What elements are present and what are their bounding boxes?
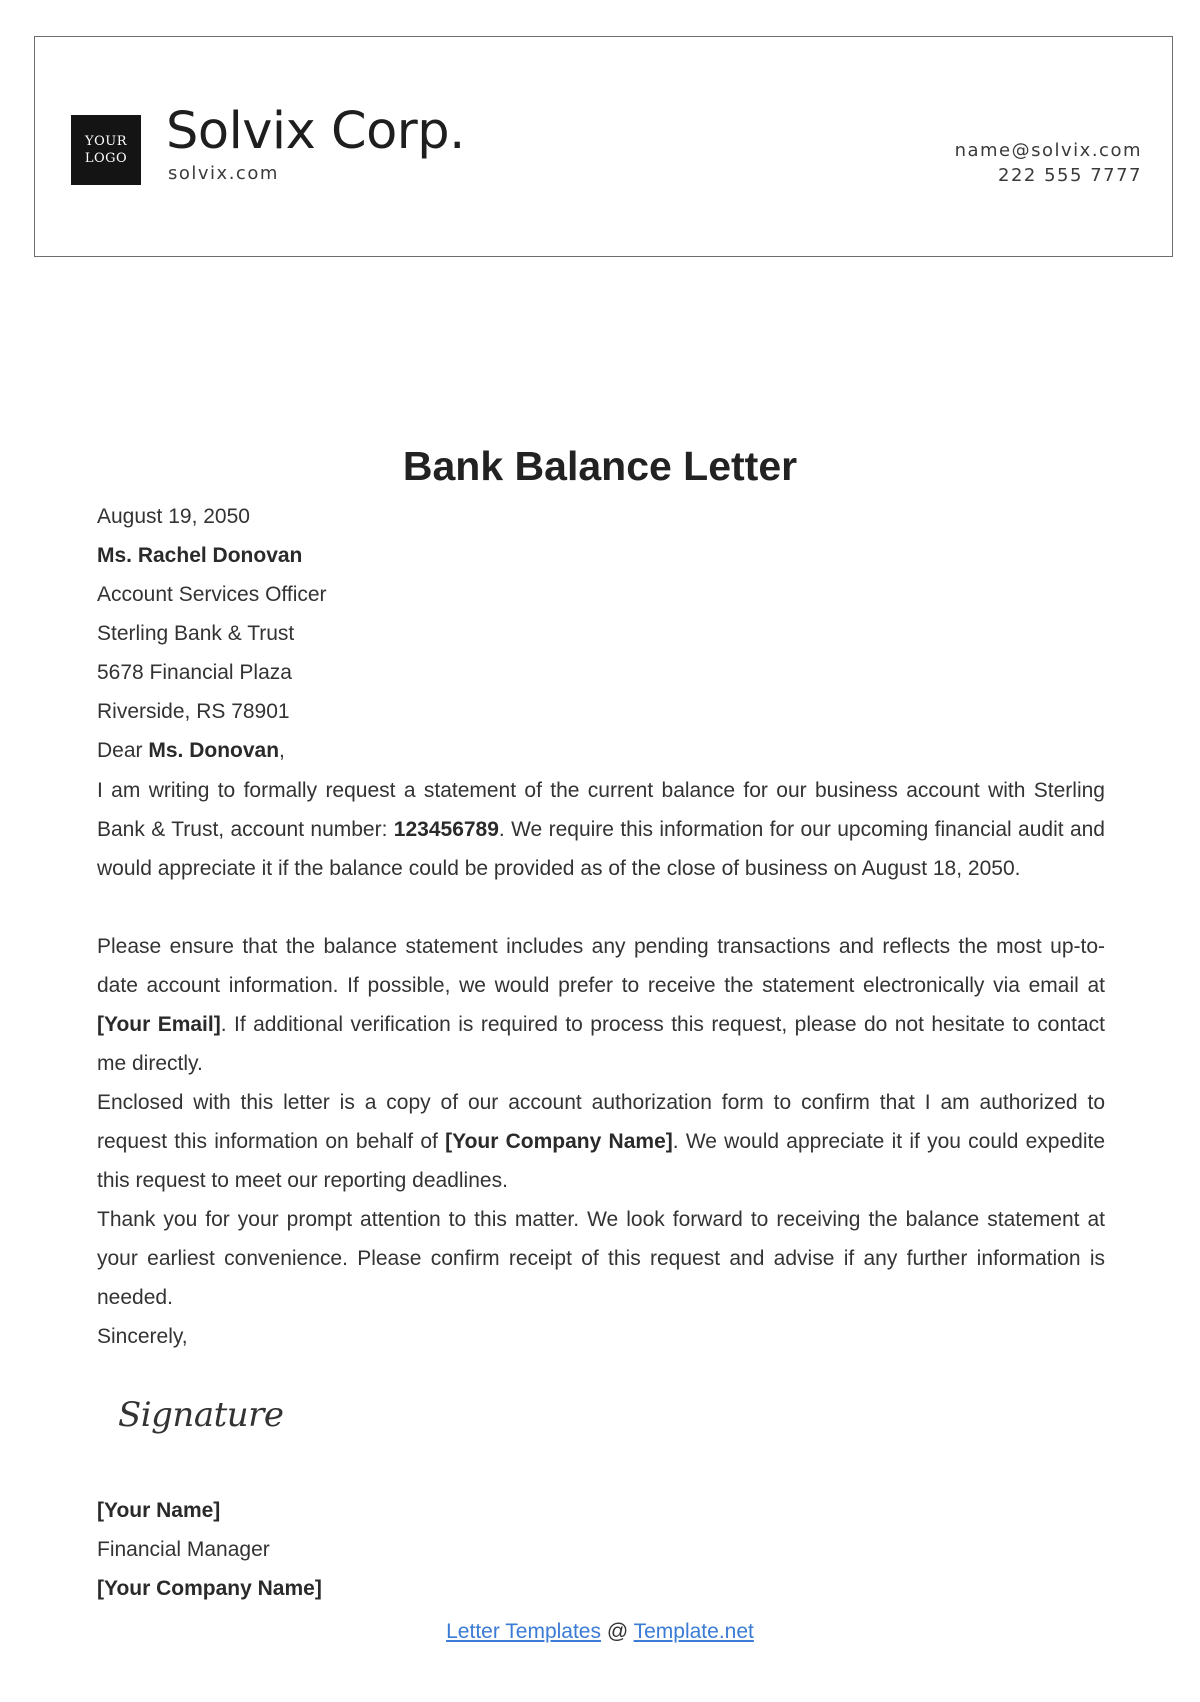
paragraph-3-text-a: Enclosed with this letter is a copy of our account authorization form to confirm that I am authorized to request this information on behalf of bbox=[97, 1091, 1105, 1153]
paragraph-1-text-b: . We require this information for our upcoming financial audit and would appreciate it if the balance could be provided as of the close of business on August 18, 2050. bbox=[97, 818, 1105, 880]
contact-email: name@solvix.com bbox=[954, 140, 1142, 161]
recipient-city: Riverside, RS 78901 bbox=[97, 700, 290, 723]
contact-phone: 222 555 7777 bbox=[998, 165, 1142, 186]
logo-line-2: LOGO bbox=[84, 151, 128, 166]
signature: Signature bbox=[118, 1395, 284, 1435]
company-name: Solvix Corp. bbox=[166, 102, 465, 161]
footer-separator: @ bbox=[601, 1620, 634, 1643]
paragraph-2-text-a: Please ensure that the balance statement includes any pending transactions and reflects the most up-to-date account information. If possible, we would prefer to receive the statement electronically via email at bbox=[97, 935, 1105, 997]
recipient-street: 5678 Financial Plaza bbox=[97, 661, 292, 684]
letter-templates-link[interactable]: Letter Templates bbox=[446, 1620, 601, 1643]
salutation-prefix: Dear bbox=[97, 739, 149, 762]
letter-date: August 19, 2050 bbox=[97, 505, 250, 528]
paragraph-2-text-b: . If additional verification is required to process this request, please do not hesitate to contact me directly. bbox=[97, 1013, 1106, 1075]
email-placeholder: [Your Email] bbox=[97, 1013, 221, 1036]
recipient-title: Account Services Officer bbox=[97, 583, 327, 606]
recipient-bank: Sterling Bank & Trust bbox=[97, 622, 295, 645]
paragraph-1-text-a: I am writing to formally request a statement of the current balance for our business account with Sterling Bank & Trust, account number: bbox=[97, 779, 1105, 841]
company-website: solvix.com bbox=[168, 163, 279, 184]
contact-info bbox=[955, 138, 1142, 188]
sender-company: [Your Company Name] bbox=[97, 1577, 322, 1600]
paragraph-4: Thank you for your prompt attention to this matter. We look forward to receiving the balance statement at your earliest convenience. Please confirm receipt of this request and advise if any further information is needed. bbox=[97, 1208, 1105, 1309]
paragraph-3-text-b: . We would appreciate it if you could expedite this request to meet our reporting deadlines. bbox=[97, 1130, 1106, 1192]
company-logo bbox=[71, 115, 141, 185]
template-net-link[interactable]: Template.net bbox=[633, 1620, 754, 1643]
logo-line-1: YOUR bbox=[85, 134, 127, 149]
closing: Sincerely, bbox=[97, 1325, 188, 1348]
salutation-suffix: , bbox=[279, 739, 285, 762]
sender-title: Financial Manager bbox=[97, 1538, 270, 1561]
company-placeholder: [Your Company Name] bbox=[445, 1130, 673, 1153]
footer bbox=[0, 1620, 1200, 1644]
sender-name: [Your Name] bbox=[97, 1499, 221, 1522]
paragraph-3 bbox=[97, 1083, 1105, 1200]
account-number: 123456789 bbox=[393, 818, 499, 841]
paragraph-1 bbox=[97, 771, 1105, 888]
recipient-name: Ms. Rachel Donovan bbox=[97, 544, 303, 567]
document-title: Bank Balance Letter bbox=[402, 443, 798, 489]
letterhead bbox=[34, 36, 1173, 257]
salutation-name: Ms. Donovan bbox=[148, 739, 280, 762]
paragraph-2 bbox=[97, 927, 1105, 1083]
salutation bbox=[97, 736, 285, 766]
